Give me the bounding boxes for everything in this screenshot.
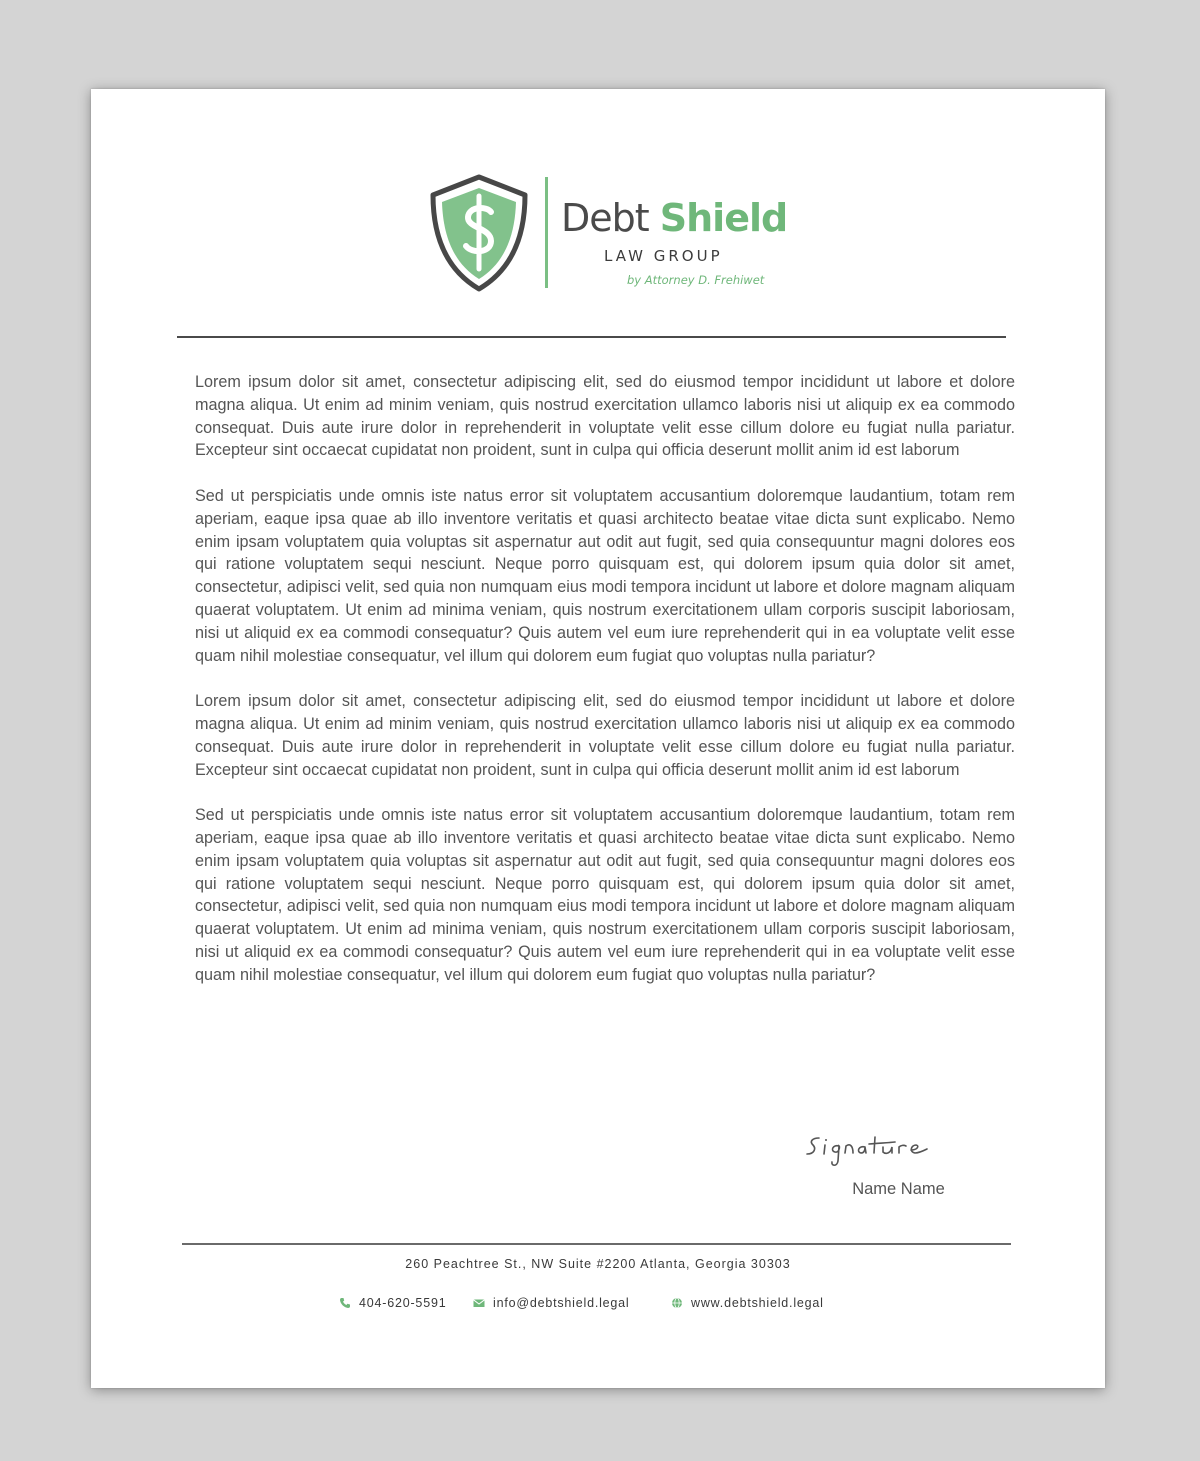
body-paragraph: Sed ut perspiciatis unde omnis iste natus error sit voluptatem accusantium doloremque laudantium, totam rem aperiam, eaque ipsa quae ab illo inventore veritatis et quasi architecto beatae vitae dicta sunt explicabo. Nemo enim ipsam voluptatem quia voluptas sit aspernatur aut odit aut fugit, sed quia consequuntur magni dolores eos qui ratione voluptatem sequi nesciunt. Neque porro quisquam est, qui dolorem ipsum quia dolor sit amet, consectetur, adipisci velit, sed quia non numquam eius modi tempora incidunt ut labore et dolore magnam aliquam quaerat voluptatem. Ut enim ad minima veniam, quis nostrum exercitationem ullam corporis suscipit laboriosam, nisi ut aliquid ex ea commodi consequatur? Quis autem vel eum iure reprehenderit qui in ea voluptate velit esse quam nihil molestiae consequatur, vel illum qui dolorem eum fugiat quo voluptas nulla pariatur?	[195, 486, 1015, 665]
brand-name	[561, 196, 788, 240]
footer-email	[473, 1296, 630, 1310]
logo	[425, 173, 788, 293]
footer-website	[671, 1296, 824, 1310]
website-text: www.debtshield.legal	[691, 1296, 824, 1310]
phone-text: 404-620-5591	[359, 1296, 447, 1310]
brand-subtitle: LAW GROUP	[604, 247, 723, 265]
brand-byline: by Attorney D. Frehiwet	[627, 273, 765, 287]
email-icon	[473, 1297, 485, 1309]
footer-divider	[182, 1243, 1011, 1245]
email-text: info@debtshield.legal	[493, 1296, 630, 1310]
shield-icon	[425, 173, 533, 293]
letterhead-page	[91, 89, 1105, 1388]
brand-name-shield: Shield	[659, 196, 788, 240]
signer-name: Name Name	[852, 1180, 945, 1198]
phone-icon	[339, 1297, 351, 1309]
letter-body	[195, 371, 1015, 1009]
body-paragraph: Lorem ipsum dolor sit amet, consectetur adipiscing elit, sed do eiusmod tempor incididunt ut labore et dolore magna aliqua. Ut enim ad minim veniam, quis nostrud exercitation ullamco laboris nisi ut aliquip ex ea commodo consequat. Duis aute irure dolor in reprehenderit in voluptate velit esse cillum dolore eu fugiat nulla pariatur. Excepteur sint occaecat cupidatat non proident, sunt in culpa qui officia deserunt mollit anim id est laborum	[195, 373, 1015, 460]
globe-icon	[671, 1297, 683, 1309]
footer-address: 260 Peachtree St., NW Suite #2200 Atlanta, Georgia 30303	[405, 1257, 791, 1271]
header-divider	[177, 336, 1006, 338]
body-paragraph: Sed ut perspiciatis unde omnis iste natus error sit voluptatem accusantium doloremque laudantium, totam rem aperiam, eaque ipsa quae ab illo inventore veritatis et quasi architecto beatae vitae dicta sunt explicabo. Nemo enim ipsam voluptatem quia voluptas sit aspernatur aut odit aut fugit, sed quia consequuntur magni dolores eos qui ratione voluptatem sequi nesciunt. Neque porro quisquam est, qui dolorem ipsum quia dolor sit amet, consectetur, adipisci velit, sed quia non numquam eius modi tempora incidunt ut labore et dolore magnam aliquam quaerat voluptatem. Ut enim ad minima veniam, quis nostrum exercitationem ullam corporis suscipit laboriosam, nisi ut aliquid ex ea commodi consequatur? Quis autem vel eum iure reprehenderit qui in ea voluptate velit esse quam nihil molestiae consequatur, vel illum qui dolorem eum fugiat quo voluptas nulla pariatur?	[195, 806, 1015, 984]
logo-divider	[545, 177, 548, 288]
signature	[803, 1129, 978, 1173]
footer-phone	[339, 1296, 446, 1310]
brand-name-debt: Debt	[561, 196, 649, 240]
body-paragraph: Lorem ipsum dolor sit amet, consectetur adipiscing elit, sed do eiusmod tempor incididunt ut labore et dolore magna aliqua. Ut enim ad minim veniam, quis nostrud exercitation ullamco laboris nisi ut aliquip ex ea commodo consequat. Duis aute irure dolor in reprehenderit in voluptate velit esse cillum dolore eu fugiat nulla pariatur. Excepteur sint occaecat cupidatat non proident, sunt in culpa qui officia deserunt mollit anim id est laborum	[195, 692, 1015, 779]
